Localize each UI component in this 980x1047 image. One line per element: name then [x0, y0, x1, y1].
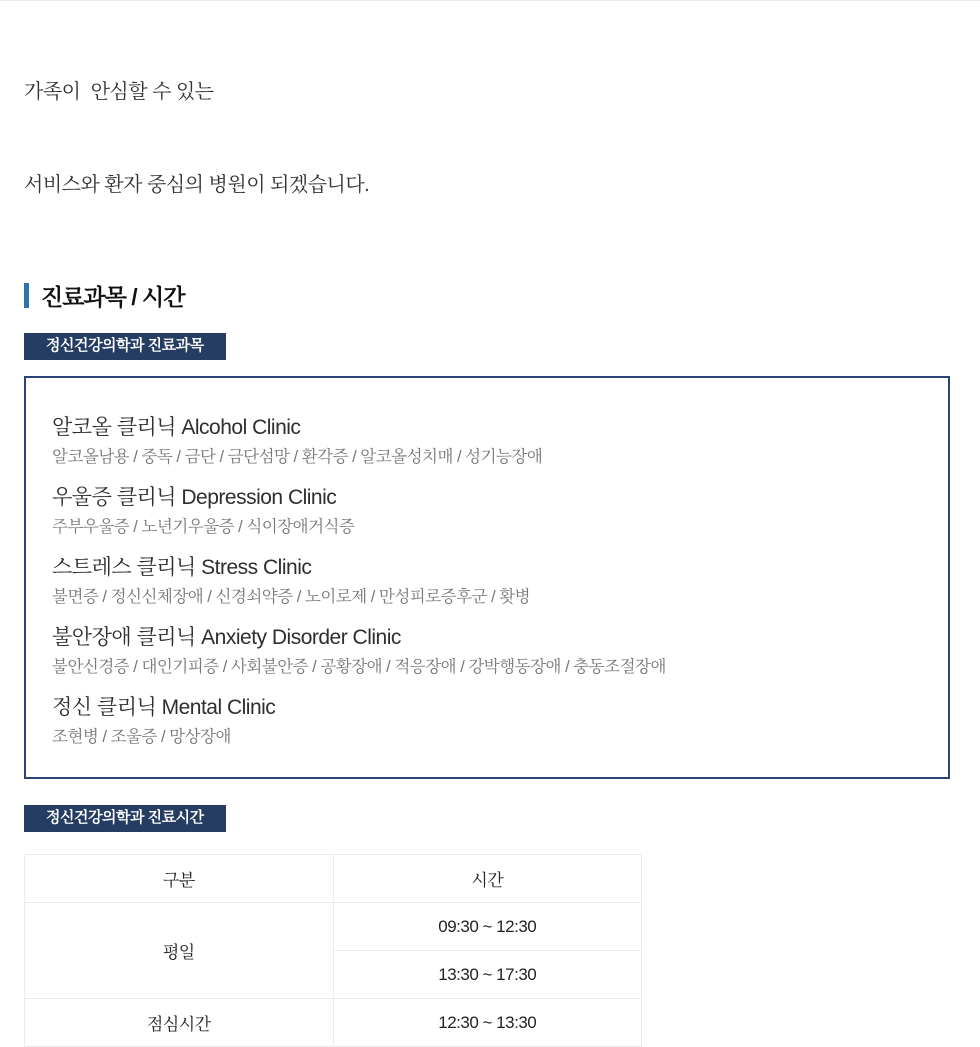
lunch-label-cell: 점심시간: [25, 999, 334, 1047]
tagline-line2: 서비스와 환자 중심의 병원이 되겠습니다.: [24, 174, 370, 196]
lunch-time-cell: 12:30 ~ 13:30: [333, 999, 642, 1047]
heading-accent-bar: [24, 283, 29, 308]
weekday-afternoon-cell: 13:30 ~ 17:30: [333, 951, 642, 999]
clinic-title: 우울증 클리닉 Depression Clinic: [52, 486, 337, 509]
clinic-title: 불안장애 클리닉 Anxiety Disorder Clinic: [52, 626, 401, 649]
clinic-item-mental: [52, 694, 928, 749]
header-time: 시간: [333, 855, 642, 903]
subjects-badge: 정신건강의학과 진료과목: [24, 333, 226, 360]
hours-badge: 정신건강의학과 진료시간: [24, 805, 226, 832]
tagline-line1: 가족이 안심할 수 있는: [24, 81, 214, 103]
clinic-title: 정신 클리닉 Mental Clinic: [52, 696, 276, 719]
clinic-details: 불안신경증 / 대인기피증 / 사회불안증 / 공황장애 / 적응장애 / 강박행동장애 / 충동조절장애: [52, 658, 666, 676]
clinic-item-anxiety: [52, 624, 928, 679]
header-category: 구분: [25, 855, 334, 903]
hospital-tagline: [24, 15, 950, 263]
clinic-list-box: [24, 376, 950, 779]
page-content: [0, 15, 980, 1047]
clinic-title: 스트레스 클리닉 Stress Clinic: [52, 556, 312, 579]
clinic-details: 불면증 / 정신신체장애 / 신경쇠약증 / 노이로제 / 만성피로증후군 / 홧병: [52, 588, 531, 606]
clinic-details: 주부우울증 / 노년기우울증 / 식이장애거식증: [52, 518, 355, 536]
table-row: [25, 903, 642, 951]
page-title: 진료과목 / 시간: [41, 283, 185, 310]
weekday-label-cell: 평일: [25, 903, 334, 999]
clinic-item-alcohol: [52, 414, 928, 469]
clinic-details: 알코올남용 / 중독 / 금단 / 금단섬망 / 환각증 / 알코올성치매 / 성기능장애: [52, 448, 543, 466]
treatment-hours-table: [24, 854, 642, 1047]
clinic-title: 알코올 클리닉 Alcohol Clinic: [52, 416, 301, 439]
weekday-morning-cell: 09:30 ~ 12:30: [333, 903, 642, 951]
table-row: [25, 999, 642, 1047]
clinic-details: 조현병 / 조울증 / 망상장애: [52, 728, 231, 746]
clinic-item-stress: [52, 554, 928, 609]
section-heading: [24, 281, 950, 309]
clinic-item-depression: [52, 484, 928, 539]
table-header-row: [25, 855, 642, 903]
